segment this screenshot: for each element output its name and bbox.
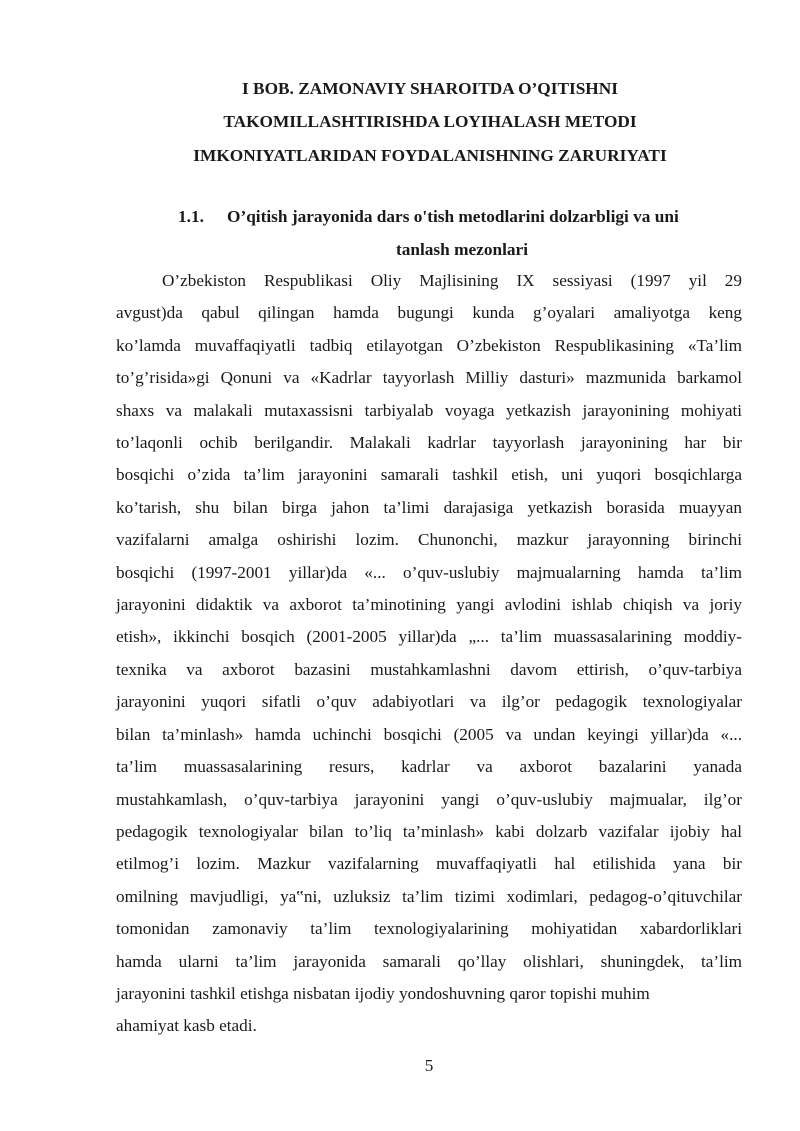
paragraph-line: ko’lamda muvaffaqiyatli tadbiq etilayotgan O’zbekiston Respublikasining «Ta’lim bbox=[116, 335, 742, 355]
paragraph-line: bosqichi o’zida ta’lim jarayonini samarali tashkil etish, uni yuqori bosqichlarga bbox=[116, 465, 742, 485]
section-title-continuation: tanlash mezonlari bbox=[395, 239, 528, 259]
section-heading-line bbox=[100, 201, 760, 234]
paragraph-line: O’zbekiston Respublikasi Oliy Majlisining IX sessiyasi (1997 yil 29 bbox=[162, 271, 742, 290]
chapter-title bbox=[100, 72, 760, 172]
chapter-title-line: TAKOMILLASHTIRISHDA LOYIHALASH METODI bbox=[223, 112, 637, 132]
paragraph-line: jarayonini didaktik va axborot ta’minotining yangi avlodini ishlab chiqish va joriy bbox=[116, 595, 742, 615]
paragraph-line: to’g’risida»gi Qonuni va «Kadrlar tayyorlash Milliy dasturi» mazmunida barkamol bbox=[116, 368, 742, 388]
section-heading bbox=[100, 201, 760, 266]
paragraph-line: etish», ikkinchi bosqich (2001-2005 yillar)da „... ta’lim muassasalarining moddiy- bbox=[116, 627, 742, 647]
paragraph-line: texnika va axborot bazasini mustahkamlashni davom ettirish, o’quv-tarbiya bbox=[116, 659, 742, 679]
paragraph-line: ahamiyat kasb etadi. bbox=[116, 1016, 257, 1036]
paragraph-line: ko’tarish, shu bilan birga jahon ta’limi darajasiga yetkazish borasida muayyan bbox=[116, 497, 742, 517]
paragraph-line: bosqichi (1997-2001 yillar)da «... o’quv-uslubiy majmualarning hamda ta’lim bbox=[116, 562, 742, 582]
chapter-title-line: IMKONIYATLARIDAN FOYDALANISHNING ZARURIYATI bbox=[193, 145, 667, 165]
paragraph-line: to’laqonli ochib berilgandir. Malakali kadrlar tayyorlash jarayonining har bir bbox=[116, 433, 742, 453]
paragraph-line: mustahkamlash, o’quv-tarbiya jarayonini yangi o’quv-uslubiy majmualar, ilg’or bbox=[116, 789, 742, 809]
paragraph-line: shaxs va malakali mutaxassisni tarbiyalab voyaga yetkazish jarayonining mohiyati bbox=[116, 400, 742, 420]
paragraph-line: jarayonini tashkil etishga nisbatan ijodiy yondoshuvning qaror topishi muhim bbox=[116, 983, 650, 1003]
chapter-title-line: I BOB. ZAMONAVIY SHAROITDA O’QITISHNI bbox=[242, 79, 618, 98]
paragraph-line: avgust)da qabul qilingan hamda bugungi kunda g’oyalari amaliyotga keng bbox=[116, 303, 742, 323]
paragraph-line: tomonidan zamonaviy ta’lim texnologiyalarining mohiyatidan xabardorliklari bbox=[116, 919, 742, 939]
section-number: 1.1. bbox=[178, 207, 204, 226]
paragraph-line: ta’lim muassasalarining resurs, kadrlar va axborot bazalarini yanada bbox=[116, 757, 742, 777]
paragraph-line: bilan ta’minlash» hamda uchinchi bosqichi (2005 va undan keyingi yillar)da «... bbox=[116, 724, 742, 744]
page-number: 5 bbox=[424, 1056, 434, 1075]
paragraph-line: hamda ularni ta’lim jarayonida samarali qo’llay olishlari, shuningdek, ta’lim bbox=[116, 951, 742, 971]
paragraph-line: jarayonini yuqori sifatli o’quv adabiyotlari va ilg’or pedagogik texnologiyalar bbox=[116, 692, 742, 712]
paragraph-line: omilning mavjudligi, ya‟ni, uzluksiz ta’lim tizimi xodimlari, pedagog-o’qituvchilar bbox=[116, 886, 742, 906]
paragraph-line: etilmog’i lozim. Mazkur vazifalarning muvaffaqiyatli hal etilishida yana bir bbox=[116, 854, 742, 874]
paragraph-line: pedagogik texnologiyalar bilan to’liq ta’minlash» kabi dolzarb vazifalar ijobiy hal bbox=[116, 821, 742, 841]
section-title-text: O’qitish jarayonida dars o'tish metodlarini dolzarbligi va uni bbox=[227, 207, 679, 226]
body-paragraph bbox=[116, 265, 742, 1043]
paragraph-line: vazifalarni amalga oshirishi lozim. Chunonchi, mazkur jarayonning birinchi bbox=[116, 530, 742, 550]
